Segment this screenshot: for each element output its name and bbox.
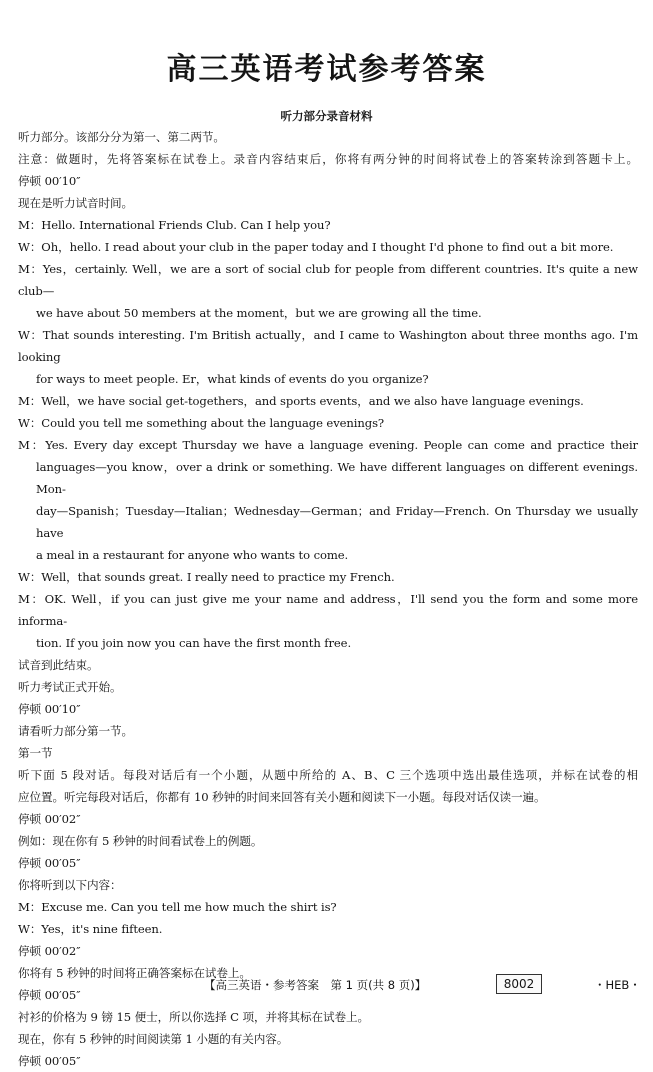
- footer-code-box: 8002: [496, 974, 542, 994]
- text-line: M：Well，we have social get-togethers，and sports events，and we also have language evenings.: [18, 394, 584, 408]
- text-line: 注意：做题时，先将答案标在试卷上。录音内容结束后，你将有两分钟的时间将试卷上的答案转涂到答题卡上。: [18, 152, 638, 166]
- text-line: 停顿 00′02″: [18, 812, 81, 826]
- text-line: M：Yes，certainly. Well，we are a sort of social club for people from different countries. It's quite a new club—: [18, 262, 638, 298]
- text-line: 你将有 5 秒钟的时间将正确答案标在试卷上。: [18, 966, 251, 980]
- text-line: 第一节: [18, 746, 53, 760]
- text-line: 试音到此结束。: [18, 658, 99, 672]
- text-line: M：Yes. Every day except Thursday we have a language evening. People can come and practice their: [18, 438, 638, 452]
- text-line: 停顿 00′05″: [18, 988, 81, 1002]
- text-line: 现在是听力试音时间。: [18, 196, 133, 210]
- text-line: 停顿 00′05″: [18, 1054, 81, 1068]
- text-line: 停顿 00′05″: [18, 856, 81, 870]
- text-line: W：Could you tell me something about the language evenings?: [18, 416, 385, 430]
- text-line: 请看听力部分第一节。: [18, 724, 133, 738]
- text-line: 衬衫的价格为 9 镑 15 便士，所以你选择 C 项，并将其标在试卷上。: [18, 1010, 369, 1024]
- text-line: W：Well，that sounds great. I really need to practice my French.: [18, 570, 395, 584]
- footer-brand: ・HEB・: [594, 978, 641, 992]
- footer-page-info: 【高三英语・参考答案 第 1 页(共 8 页)】: [204, 978, 427, 992]
- text-line: M：Excuse me. Can you tell me how much the shirt is?: [18, 900, 337, 914]
- text-line: we have about 50 members at the moment，but we are growing all the time.: [36, 306, 482, 320]
- text-line: 现在，你有 5 秒钟的时间阅读第 1 小题的有关内容。: [18, 1032, 289, 1046]
- text-line: 停顿 00′10″: [18, 174, 81, 188]
- transcript-body: [18, 126, 638, 1072]
- text-line: tion. If you join now you can have the first month free.: [36, 636, 352, 650]
- text-line: 应位置。听完每段对话后，你都有 10 秒钟的时间来回答有关小题和阅读下一小题。每段对话仅读一遍。: [18, 790, 546, 804]
- page-footer: [0, 974, 653, 996]
- text-line: 停顿 00′10″: [18, 702, 81, 716]
- text-line: W：Oh，hello. I read about your club in the paper today and I thought I'd phone to find out a bit more.: [18, 240, 614, 254]
- text-line: languages—you know，over a drink or something. We have different languages on different evenings. Mon-: [36, 460, 638, 496]
- text-line: 例如：现在你有 5 秒钟的时间看试卷上的例题。: [18, 834, 263, 848]
- text-line: 听下面 5 段对话。每段对话后有一个小题，从题中所给的 A、B、C 三个选项中选出最佳选项，并标在试卷的相: [18, 768, 638, 782]
- text-line: 听力部分。该部分分为第一、第二两节。: [18, 130, 225, 144]
- text-line: W：Yes，it's nine fifteen.: [18, 922, 163, 936]
- text-line: W：That sounds interesting. I'm British actually，and I came to Washington about three months ago. I'm looking: [18, 328, 638, 364]
- text-line: a meal in a restaurant for anyone who wants to come.: [36, 548, 349, 562]
- text-line: 听力考试正式开始。: [18, 680, 122, 694]
- text-line: M：OK. Well，if you can just give me your name and address，I'll send you the form and some more informa-: [18, 592, 638, 628]
- text-line: for ways to meet people. Er，what kinds of events do you organize?: [36, 372, 429, 386]
- text-line: M：Hello. International Friends Club. Can I help you?: [18, 218, 331, 232]
- text-line: 停顿 00′02″: [18, 944, 81, 958]
- text-line: 你将听到以下内容：: [18, 878, 122, 892]
- text-line: day—Spanish；Tuesday—Italian；Wednesday—German；and Friday—French. On Thursday we usually have: [36, 504, 638, 540]
- page-title: 高三英语考试参考答案: [166, 52, 487, 87]
- section-subtitle: 听力部分录音材料: [280, 109, 373, 123]
